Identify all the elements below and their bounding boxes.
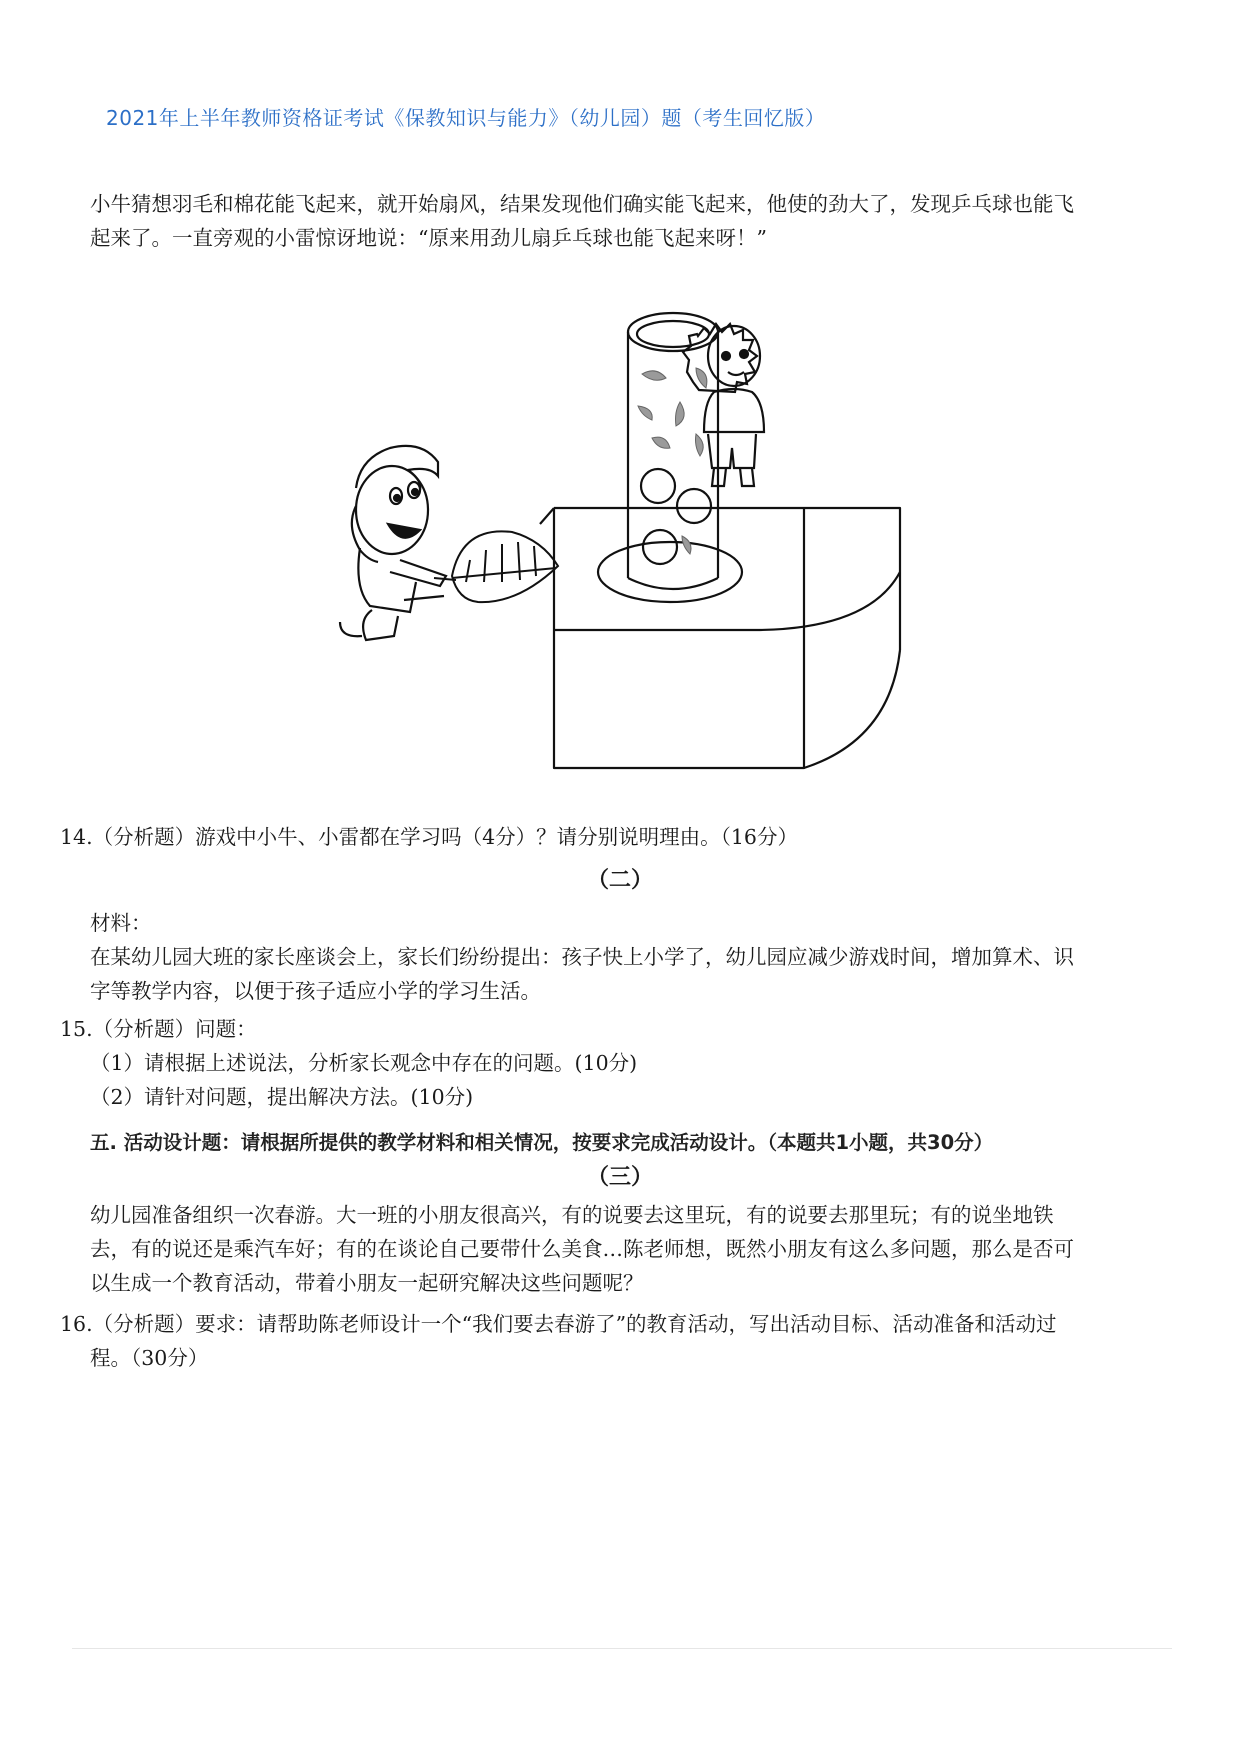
document-header: 2021年上半年教师资格证考试《保教知识与能力》（幼儿园）题（考生回忆版） (106, 106, 826, 130)
intro-line-2: 起来了。一直旁观的小雷惊讶地说：“原来用劲儿扇乒乓球也能飞起来呀！” (90, 226, 767, 250)
section-3-line-3: 以生成一个教育活动，带着小朋友一起研究解决这些问题呢？ (90, 1271, 644, 1295)
question-16-line-1: 16.（分析题）要求：请帮助陈老师设计一个“我们要去春游了”的教育活动，写出活动目标、活动准备和活动过 (60, 1312, 1057, 1336)
hand-fan (434, 531, 558, 602)
question-16-line-2: 程。（30分） (90, 1346, 209, 1370)
footer-divider (72, 1648, 1172, 1649)
feathers (638, 368, 707, 554)
ping-pong-ball (677, 489, 711, 523)
material-line-1: 在某幼儿园大班的家长座谈会上，家长们纷纷提出：孩子快上小学了，幼儿园应减少游戏时间，增加算术、识 (90, 945, 1074, 969)
question-15 (60, 1012, 637, 1114)
material-line-2: 字等教学内容，以便于孩子适应小学的学习生活。 (90, 979, 541, 1003)
question-15-sub-1: （1）请根据上述说法，分析家长观念中存在的问题。(10分) (90, 1051, 638, 1075)
intro-paragraph (90, 187, 1074, 255)
illustration-fan-experiment (330, 310, 940, 780)
section-3-line-1: 幼儿园准备组织一次春游。大一班的小朋友很高兴，有的说要去这里玩，有的说要去那里玩；有的说坐地铁 (90, 1203, 1054, 1227)
section-3-line-2: 去，有的说还是乘汽车好；有的在谈论自己要带什么美食…陈老师想，既然小朋友有这么多问题，那么是否可 (90, 1237, 1074, 1261)
material-label: 材料： (90, 911, 152, 935)
experiment-box (540, 508, 900, 768)
kneeling-boy (340, 446, 446, 640)
transparent-tube (628, 313, 718, 589)
question-15-title: 15.（分析题）问题： (60, 1017, 257, 1041)
section-3-paragraph (90, 1198, 1074, 1300)
part-5-title: 五. 活动设计题：请根据所提供的教学材料和相关情况，按要求完成活动设计。（本题共1小题，共30分） (90, 1131, 994, 1154)
question-14: 14.（分析题）游戏中小牛、小雷都在学习吗（4分）？请分别说明理由。（16分） (60, 825, 798, 849)
ping-pong-ball (641, 469, 675, 503)
tube-base (598, 542, 742, 602)
section-3-heading: （三） (586, 1165, 653, 1190)
section-2-heading: （二） (586, 868, 653, 893)
question-16 (60, 1307, 1057, 1375)
intro-line-1: 小牛猜想羽毛和棉花能飞起来，就开始扇风，结果发现他们确实能飞起来，他使的劲大了，发现乒乓球也能飞 (90, 192, 1074, 216)
section-2-material (90, 906, 1074, 1008)
ping-pong-ball (643, 530, 677, 564)
question-15-sub-2: （2）请针对问题，提出解决方法。(10分) (90, 1085, 474, 1109)
